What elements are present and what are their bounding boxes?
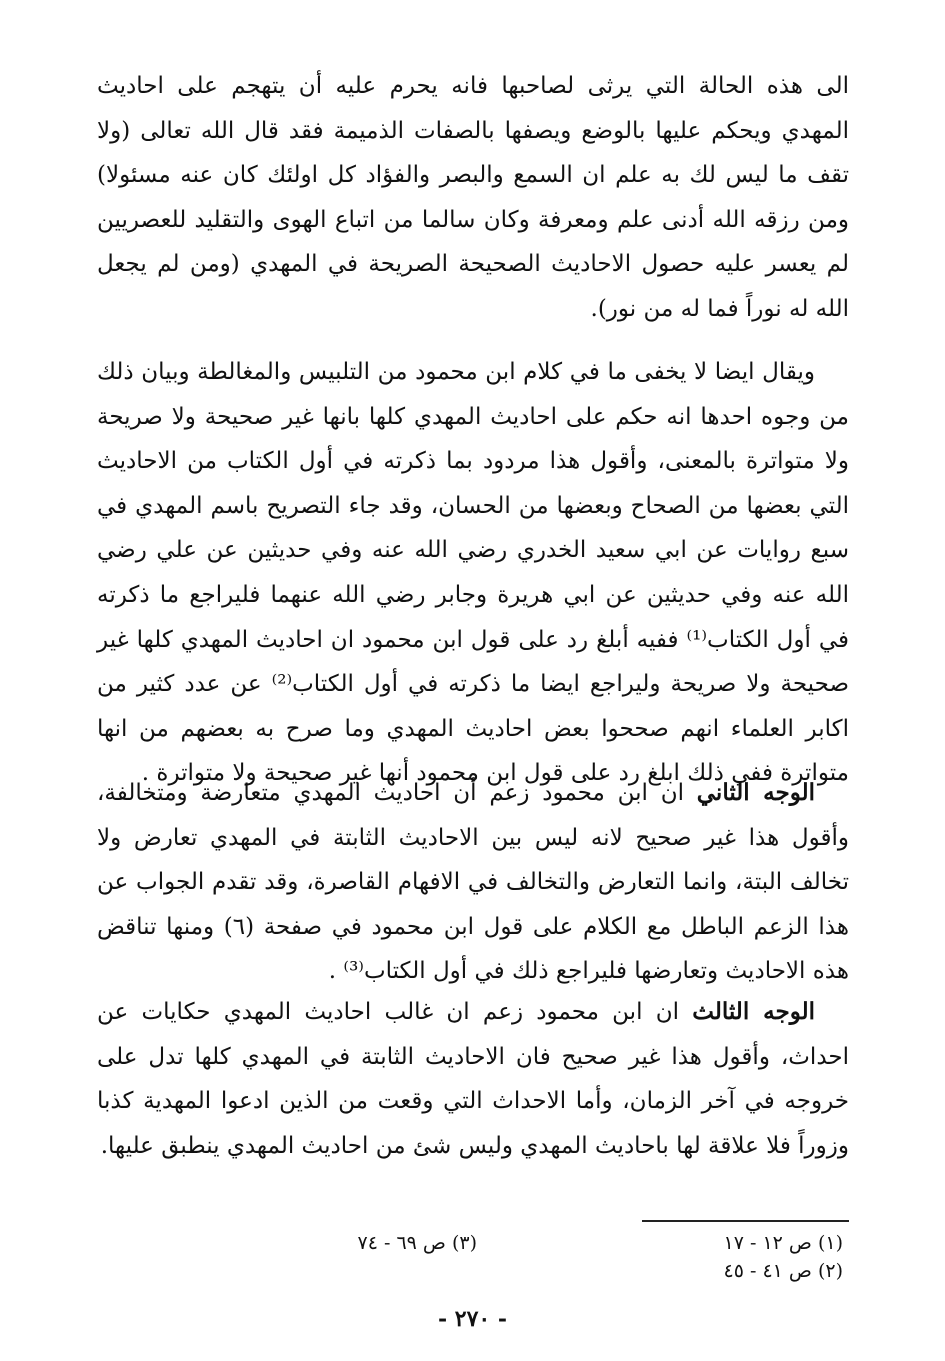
- paragraph-1-text: الى هذه الحالة التي يرثى لصاحبها فانه يحرم عليه أن يتهجم على احاديث المهدي ويحكم عليها بالوضع ويصفها بالصفات الذميمة فقد قال الله تعالى (ولا تقف ما ليس لك به علم ان السمع والبصر والفؤاد كل اولئك كان عنه مسئولا) ومن رزقه الله أدنى علم ومعرفة وكان سالما من اتباع الهوى والتقليد للعصريين لم يعسر عليه حصول الاحاديث الصحيحة الصريحة في المهدي (ومن لم يجعل الله له نوراً فما له من نور).: [97, 73, 849, 322]
- page-number: - ٢٧٠ -: [437, 1306, 508, 1332]
- paragraph-4-body: ان ابن محمود زعم ان غالب احاديث المهدي حكايات عن احداث، وأقول هذا غير صحيح فان الاحاديث الثابتة في المهدي كلها تدل على خروجه في آخر الزمان، وأما الاحداث التي وقعت من الذين ادعوا المهدية كذبا وزوراً فلا علاقة لها باحاديث المهدي وليس شئ من احاديث المهدي ينطبق عليها.: [97, 999, 849, 1159]
- footnote-1: (١) ص ١٢ - ١٧: [723, 1232, 843, 1254]
- paragraph-3-text: [97, 771, 849, 994]
- paragraph-2-text: ويقال ايضا لا يخفى ما في كلام ابن محمود من التلبيس والمغالطة وبيان ذلك من وجوه احدها انه حكم على احاديث المهدي كلها بانها غير صحيحة ولا صريحة ولا متواترة بالمعنى، وأقول هذا مردود بما ذكرته في أول الكتاب من الاحاديث التي بعضها من الصحاح وبعضها من الحسان، وقد جاء التصريح باسم المهدي في سبع روايات عن ابي سعيد الخدري رضي الله عنه وفي حديثين عن علي رضي الله عنه وفي حديثين عن ابي هريرة وجابر رضي الله عنهما فليراجع ما ذكرته في أول الكتاب⁽¹⁾ ففيه أبلغ رد على قول ابن محمود ان احاديث المهدي كلها غير صحيحة ولا صريحة وليراجع ايضا ما ذكرته في أول الكتاب⁽²⁾ عن عدد كثير من اكابر العلماء انهم صححوا بعض احاديث المهدي وما صرح به بعضهم من انها متواترة ففي ذلك ابلغ رد على قول ابن محمود أنها غير صحيحة ولا متواترة .: [97, 359, 849, 787]
- paragraph-3: [97, 771, 849, 994]
- footnote-divider: [642, 1220, 849, 1222]
- footnote-3: (٣) ص ٦٩ - ٧٤: [357, 1232, 477, 1254]
- paragraph-2: [97, 350, 849, 796]
- footnote-2: (٢) ص ٤١ - ٤٥: [723, 1260, 843, 1282]
- paragraph-3-heading: الوجه الثاني: [696, 779, 815, 806]
- paragraph-4-text: [97, 990, 849, 1168]
- paragraph-4-heading: الوجه الثالث: [692, 998, 815, 1025]
- paragraph-3-body: ان ابن محمود زعم أن احاديث المهدي متعارضة ومتخالفة، وأقول هذا غير صحيح لانه ليس بين الاحاديث الثابتة في المهدي تعارض ولا تخالف البتة، وانما التعارض والتخالف في الافهام القاصرة، وقد تقدم الجواب عن هذا الزعم الباطل مع الكلام على قول ابن محمود في صفحة (٦) ومنها تناقض هذه الاحاديث وتعارضها فليراجع ذلك في أول الكتاب⁽³⁾ .: [97, 780, 849, 985]
- paragraph-1: [97, 64, 849, 332]
- paragraph-4: [97, 990, 849, 1168]
